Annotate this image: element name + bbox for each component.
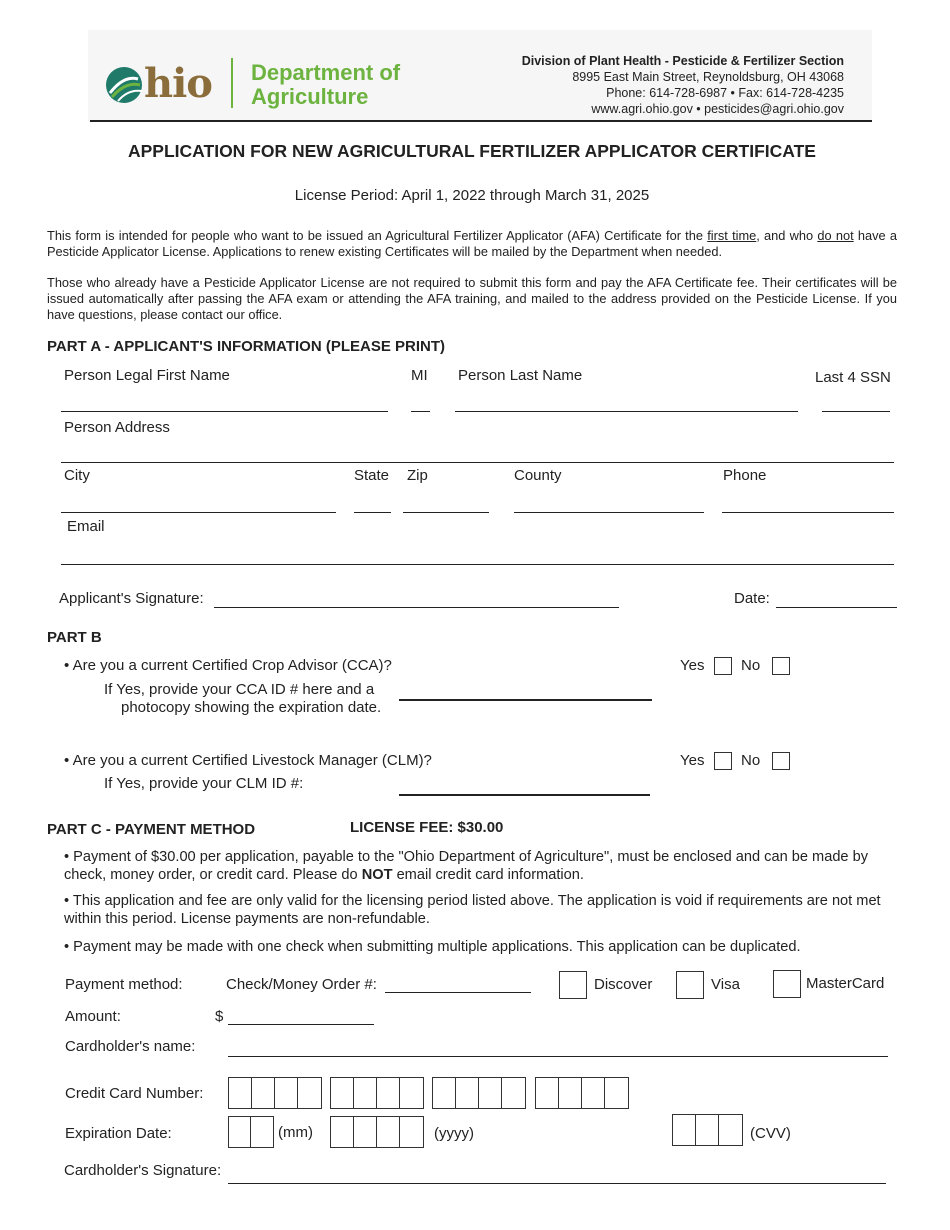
- first-name-label: Person Legal First Name: [64, 367, 230, 384]
- amount-field[interactable]: [228, 1024, 374, 1025]
- cca-question: • Are you a current Certified Crop Advisor (CCA)?: [64, 657, 392, 674]
- email-label: Email: [67, 518, 105, 535]
- date-label: Date:: [734, 590, 770, 607]
- cca-yes-checkbox[interactable]: [714, 657, 732, 675]
- office-address: 8995 East Main Street, Reynoldsburg, OH 43068: [572, 70, 844, 84]
- payment-bullet-2: • This application and fee are only valid for the licensing period listed above. The application is void if requirements are not met within this period. License payments are non-refundable.: [64, 893, 881, 927]
- cca-instruction-1: If Yes, provide your CCA ID # here and a: [104, 681, 375, 698]
- check-label: Check/Money Order #:: [226, 976, 377, 993]
- last-name-label: Person Last Name: [458, 367, 583, 384]
- cardholder-name-field[interactable]: [228, 1056, 888, 1057]
- division-name: Division of Plant Health - Pesticide & Fertilizer Section: [521, 54, 844, 68]
- ohio-wordmark: hio: [144, 60, 212, 107]
- part-b-heading: PART B: [47, 629, 102, 646]
- visa-label: Visa: [711, 976, 740, 993]
- cvv-field[interactable]: [672, 1114, 743, 1146]
- mm-label: (mm): [278, 1124, 313, 1141]
- clm-id-field[interactable]: [399, 794, 650, 796]
- dept-name-line1: Department of: [251, 60, 401, 85]
- dollar-sign: $: [215, 1008, 224, 1025]
- yyyy-label: (yyyy): [434, 1125, 474, 1142]
- part-c-heading: PART C - PAYMENT METHOD: [47, 821, 256, 838]
- clm-yes-checkbox[interactable]: [714, 752, 732, 770]
- ohio-seal-icon: [104, 65, 144, 105]
- page-title: APPLICATION FOR NEW AGRICULTURAL FERTILIZER APPLICATOR CERTIFICATE: [128, 141, 816, 161]
- card-number-group-1[interactable]: [228, 1077, 322, 1109]
- intro-paragraph-2: Those who already have a Pesticide Applicator License are not required to submit this form and pay the AFA Certificate fee. Their certificates will be issued automatically after passing the AFA exam or attending the AFA training, and mailed to the address provided on the Pesticide License. If you have questions, please contact our office.: [47, 275, 897, 322]
- cardholder-name-label: Cardholder's name:: [65, 1038, 196, 1055]
- mi-field[interactable]: [411, 411, 430, 412]
- last-name-field[interactable]: [455, 411, 798, 412]
- phone-label: Phone: [723, 467, 767, 484]
- cca-instruction-2: photocopy showing the expiration date.: [121, 699, 382, 716]
- mastercard-label: MasterCard: [806, 975, 885, 992]
- expiration-label: Expiration Date:: [65, 1125, 172, 1142]
- zip-field[interactable]: [403, 512, 489, 513]
- payment-method-label: Payment method:: [65, 976, 183, 993]
- card-number-group-4[interactable]: [535, 1077, 629, 1109]
- clm-instruction: If Yes, provide your CLM ID #:: [104, 775, 304, 792]
- cardholder-signature-field[interactable]: [228, 1183, 886, 1184]
- clm-yes-label: Yes: [680, 752, 705, 769]
- check-number-field[interactable]: [385, 992, 531, 993]
- address-label: Person Address: [64, 419, 170, 436]
- clm-question: • Are you a current Certified Livestock Manager (CLM)?: [64, 752, 432, 769]
- cvv-label: (CVV): [750, 1125, 791, 1142]
- email-field[interactable]: [61, 564, 894, 565]
- contact-block: [522, 53, 844, 117]
- city-label: City: [64, 467, 90, 484]
- cca-id-field[interactable]: [399, 699, 652, 701]
- county-field[interactable]: [514, 512, 704, 513]
- mastercard-checkbox[interactable]: [773, 970, 801, 998]
- web-email: www.agri.ohio.gov • pesticides@agri.ohio.gov: [591, 102, 844, 116]
- applicant-signature-label: Applicant's Signature:: [59, 590, 204, 607]
- card-number-label: Credit Card Number:: [65, 1085, 204, 1102]
- logo-divider: [231, 58, 233, 108]
- visa-checkbox[interactable]: [676, 971, 704, 999]
- part-a-heading: PART A - APPLICANT'S INFORMATION (PLEASE PRINT): [47, 338, 445, 355]
- ssn-label: Last 4 SSN: [815, 369, 891, 386]
- mi-label: MI: [411, 367, 428, 384]
- cca-yes-label: Yes: [680, 657, 705, 674]
- first-name-field[interactable]: [61, 411, 388, 412]
- city-field[interactable]: [61, 512, 336, 513]
- address-field[interactable]: [61, 462, 894, 463]
- zip-label: Zip: [407, 467, 428, 484]
- header-rule: [90, 120, 872, 122]
- card-number-group-2[interactable]: [330, 1077, 424, 1109]
- expiration-year-field[interactable]: [330, 1116, 424, 1148]
- card-number-group-3[interactable]: [432, 1077, 526, 1109]
- amount-label: Amount:: [65, 1008, 121, 1025]
- phone-field[interactable]: [722, 512, 894, 513]
- cardholder-signature-label: Cardholder's Signature:: [64, 1162, 222, 1179]
- state-label: State: [354, 467, 390, 484]
- license-fee: LICENSE FEE: $30.00: [350, 819, 504, 836]
- cca-no-label: No: [741, 657, 761, 674]
- clm-no-checkbox[interactable]: [772, 752, 790, 770]
- date-field[interactable]: [776, 607, 897, 608]
- dept-name-line2: Agriculture: [251, 84, 369, 109]
- expiration-month-field[interactable]: [228, 1116, 274, 1148]
- applicant-signature-field[interactable]: [214, 607, 619, 608]
- state-field[interactable]: [354, 512, 391, 513]
- payment-bullet-3: • Payment may be made with one check when submitting multiple applications. This application can be duplicated.: [64, 939, 801, 955]
- clm-no-label: No: [741, 752, 761, 769]
- county-label: County: [514, 467, 562, 484]
- payment-bullet-1: • Payment of $30.00 per application, payable to the "Ohio Department of Agriculture", must be enclosed and can be made by check, money order, or credit card. Please do NOT email credit card information.: [64, 849, 869, 883]
- ohio-logo: [104, 62, 222, 108]
- cca-no-checkbox[interactable]: [772, 657, 790, 675]
- ssn-field[interactable]: [822, 411, 890, 412]
- discover-checkbox[interactable]: [559, 971, 587, 999]
- discover-label: Discover: [594, 976, 653, 993]
- phone-fax: Phone: 614-728-6987 • Fax: 614-728-4235: [606, 86, 844, 100]
- intro-paragraph-1: This form is intended for people who want to be issued an Agricultural Fertilizer Applicator (AFA) Certificate for the first time, and who do not have a Pesticide Applicator License. Applications to renew existing Certificates will be mailed by the Department when needed.: [47, 228, 897, 259]
- license-period: License Period: April 1, 2022 through March 31, 2025: [294, 187, 650, 204]
